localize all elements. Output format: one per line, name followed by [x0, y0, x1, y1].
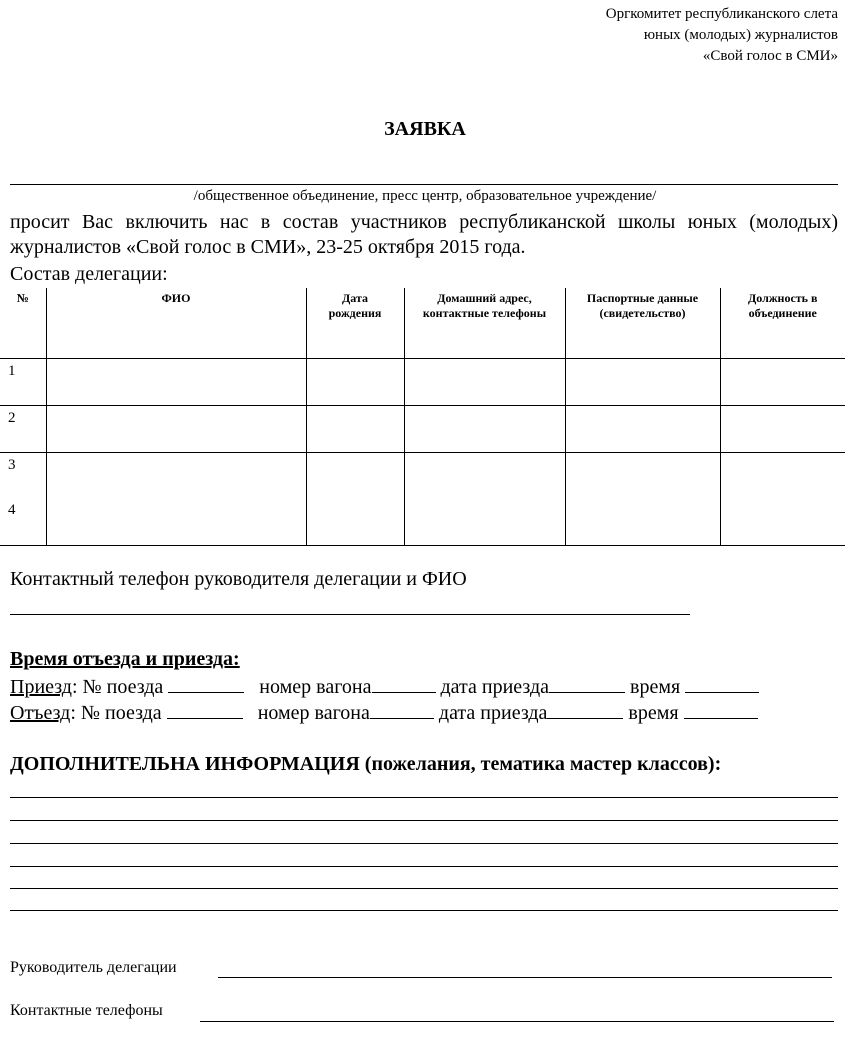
table-row — [0, 358, 845, 405]
departure-row — [10, 702, 758, 725]
phones-field-line[interactable] — [200, 1021, 834, 1022]
contact-field-line[interactable] — [10, 614, 690, 615]
header-position — [720, 288, 845, 358]
wagon-label: номер вагона — [259, 676, 372, 698]
travel-heading: Время отъезда и приезда: — [10, 648, 240, 670]
header-passport — [565, 288, 720, 358]
additional-info-line[interactable] — [10, 866, 838, 867]
arrival-label: Приезд — [10, 676, 72, 698]
document-title: ЗАЯВКА — [384, 118, 466, 140]
position-cell[interactable] — [720, 358, 845, 405]
time-label: время — [628, 702, 679, 724]
header-birth-date — [306, 288, 404, 358]
table-header-row — [0, 288, 845, 358]
delegation-table — [0, 288, 845, 546]
additional-info-line[interactable] — [10, 843, 838, 844]
additional-info-line[interactable] — [10, 888, 838, 889]
header-passport-text: Паспортные данные (свидетельство) — [586, 291, 699, 320]
addressee-block — [606, 4, 838, 67]
train-label: : № поезда — [71, 676, 164, 698]
address-cell[interactable] — [404, 358, 565, 405]
header-birth-text: Дата рождения — [328, 291, 382, 320]
address-cell[interactable] — [404, 405, 565, 452]
table-row — [0, 452, 845, 545]
birth-cell[interactable] — [306, 358, 404, 405]
fio-cell[interactable] — [46, 452, 306, 545]
position-cell[interactable] — [720, 405, 845, 452]
departure-time-field[interactable] — [684, 702, 758, 719]
departure-train-field[interactable] — [167, 702, 243, 719]
arrival-train-field[interactable] — [168, 676, 244, 693]
table-row — [0, 405, 845, 452]
birth-cell[interactable] — [306, 452, 404, 545]
header-position-text: Должность в объединение — [748, 291, 818, 320]
addressee-line-3: «Свой голос в СМИ» — [702, 48, 838, 64]
header-address — [404, 288, 565, 358]
row-number: 2 — [0, 405, 46, 452]
header-address-text: Домашний адрес, контактные телефоны — [422, 291, 547, 320]
row-number: 4 — [8, 501, 16, 518]
passport-cell[interactable] — [565, 358, 720, 405]
phones-label: Контактные телефоны — [10, 1002, 163, 1019]
delegation-label: Состав делегации: — [10, 263, 168, 285]
arrival-wagon-field[interactable] — [372, 676, 436, 693]
birth-cell[interactable] — [306, 405, 404, 452]
arrival-row — [10, 676, 759, 699]
request-text: просит Вас включить нас в состав участников республиканской школы юных (молодых) журналистов «Свой голос в СМИ», 23-25 октября 2015 года. — [10, 211, 838, 258]
departure-wagon-field[interactable] — [370, 702, 434, 719]
departure-date-field[interactable] — [547, 702, 623, 719]
row-numbers-3-4 — [0, 452, 46, 545]
contact-label: Контактный телефон руководителя делегации и ФИО — [10, 568, 467, 590]
additional-info-line[interactable] — [10, 797, 838, 798]
address-cell[interactable] — [404, 452, 565, 545]
wagon-label: номер вагона — [257, 702, 370, 724]
additional-info-heading: ДОПОЛНИТЕЛЬНА ИНФОРМАЦИЯ (пожелания, тематика мастер классов): — [10, 753, 722, 775]
passport-cell[interactable] — [565, 452, 720, 545]
passport-cell[interactable] — [565, 405, 720, 452]
header-fio: ФИО — [46, 288, 306, 358]
organization-field-line[interactable] — [10, 184, 838, 185]
fio-cell[interactable] — [46, 405, 306, 452]
fio-cell[interactable] — [46, 358, 306, 405]
addressee-line-1: Оргкомитет республиканского слета — [605, 6, 838, 22]
departure-label: Отъезд — [10, 702, 71, 724]
date-label: дата приезда — [438, 702, 548, 724]
leader-field-line[interactable] — [218, 977, 832, 978]
leader-label: Руководитель делегации — [10, 959, 177, 976]
train-label: : № поезда — [70, 702, 162, 724]
date-label: дата приезда — [440, 676, 550, 698]
row-number: 1 — [0, 358, 46, 405]
addressee-line-2: юных (молодых) журналистов — [643, 27, 838, 43]
position-cell[interactable] — [720, 452, 845, 545]
additional-info-line[interactable] — [10, 910, 838, 911]
organization-caption: /общественное объединение, пресс центр, образовательное учреждение/ — [193, 188, 657, 204]
arrival-date-field[interactable] — [549, 676, 625, 693]
row-number: 3 — [8, 456, 16, 473]
header-num: № — [0, 288, 46, 358]
arrival-time-field[interactable] — [685, 676, 759, 693]
time-label: время — [630, 676, 681, 698]
additional-info-line[interactable] — [10, 820, 838, 821]
